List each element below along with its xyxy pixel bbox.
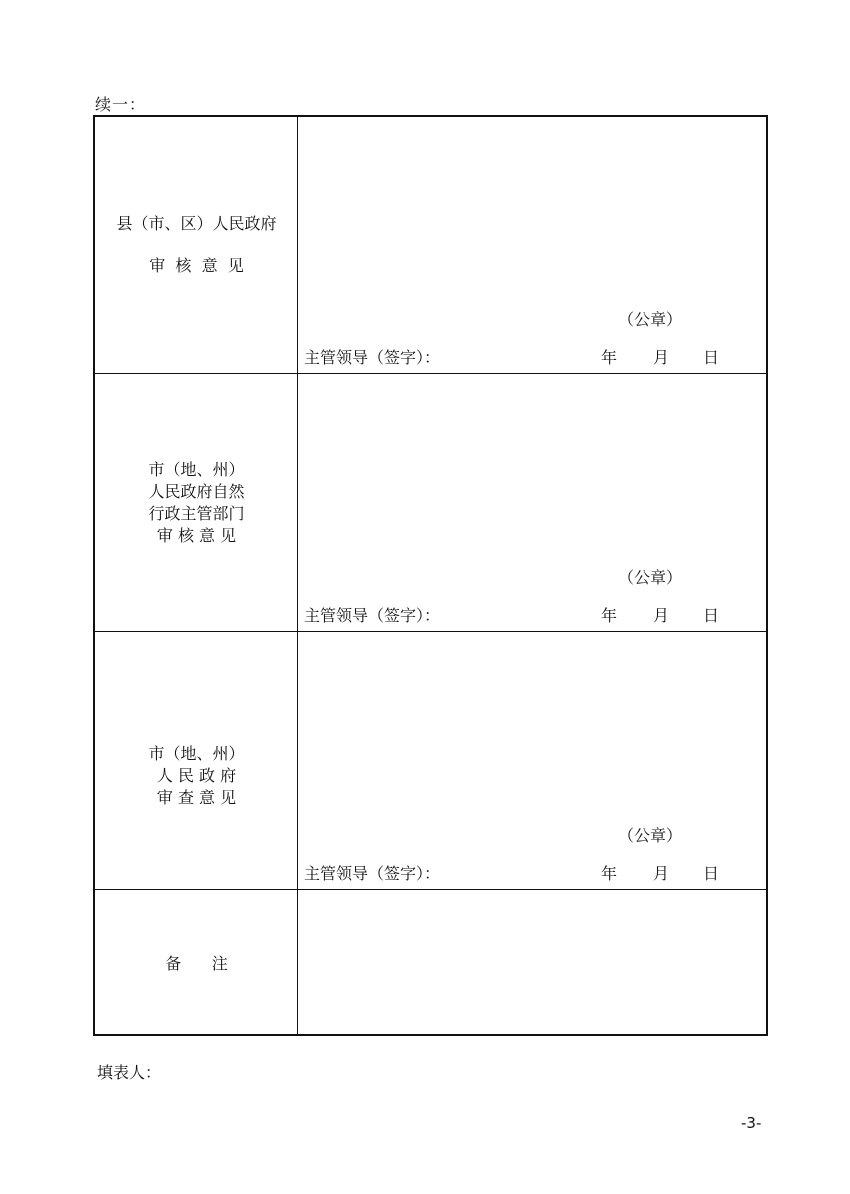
date-year-label: 年 — [601, 348, 618, 367]
supervisor-signature-label: 主管领导（签字）： — [304, 348, 441, 367]
label-line: 人 民 政 府 — [156, 766, 237, 785]
date-day-label: 日 — [703, 864, 720, 883]
official-seal-label: （公章） — [618, 568, 683, 587]
official-seal-label: （公章） — [618, 310, 683, 329]
date-year-label: 年 — [601, 864, 618, 883]
page-number: -3- — [741, 1114, 762, 1132]
label-line: 审 查 意 见 — [156, 788, 237, 807]
county-review-row — [95, 117, 766, 374]
city-resources-review-opinion-cell[interactable] — [298, 374, 766, 631]
date-day-label: 日 — [703, 606, 720, 625]
date-month-label: 月 — [653, 348, 670, 367]
date-year-label: 年 — [601, 606, 618, 625]
label-spacer — [95, 235, 298, 255]
city-government-review-label — [95, 743, 298, 809]
label-line: 市（地、州） — [148, 460, 245, 479]
county-review-label — [95, 213, 298, 277]
supervisor-signature-label: 主管领导（签字）： — [304, 606, 441, 625]
city-government-review-opinion-cell[interactable] — [298, 632, 766, 889]
city-government-review-label-cell — [95, 632, 298, 889]
city-government-review-row — [95, 632, 766, 890]
label-line: 审 核 意 见 — [149, 256, 244, 275]
continuation-header: 续一： — [95, 95, 147, 114]
city-resources-review-label — [95, 459, 298, 547]
remarks-label — [95, 953, 298, 975]
label-line: 备 注 — [165, 954, 228, 973]
label-line: 人民政府自然 — [148, 482, 245, 501]
review-form-table — [93, 115, 768, 1036]
city-resources-review-label-cell — [95, 374, 298, 631]
label-line: 行政主管部门 — [148, 504, 245, 523]
supervisor-signature-label: 主管领导（签字）： — [304, 864, 441, 883]
remarks-content-cell[interactable] — [298, 890, 766, 1034]
label-line: 县（市、区）人民政府 — [116, 214, 277, 233]
county-review-label-cell — [95, 117, 298, 373]
date-month-label: 月 — [653, 864, 670, 883]
label-line: 市（地、州） — [148, 744, 245, 763]
remarks-label-cell — [95, 890, 298, 1034]
date-day-label: 日 — [703, 348, 720, 367]
form-filler-label: 填表人： — [97, 1063, 162, 1082]
label-line: 审 核 意 见 — [156, 526, 237, 545]
city-resources-review-row — [95, 374, 766, 632]
remarks-row — [95, 890, 766, 1034]
county-review-opinion-cell[interactable] — [298, 117, 766, 373]
date-month-label: 月 — [653, 606, 670, 625]
official-seal-label: （公章） — [618, 826, 683, 845]
